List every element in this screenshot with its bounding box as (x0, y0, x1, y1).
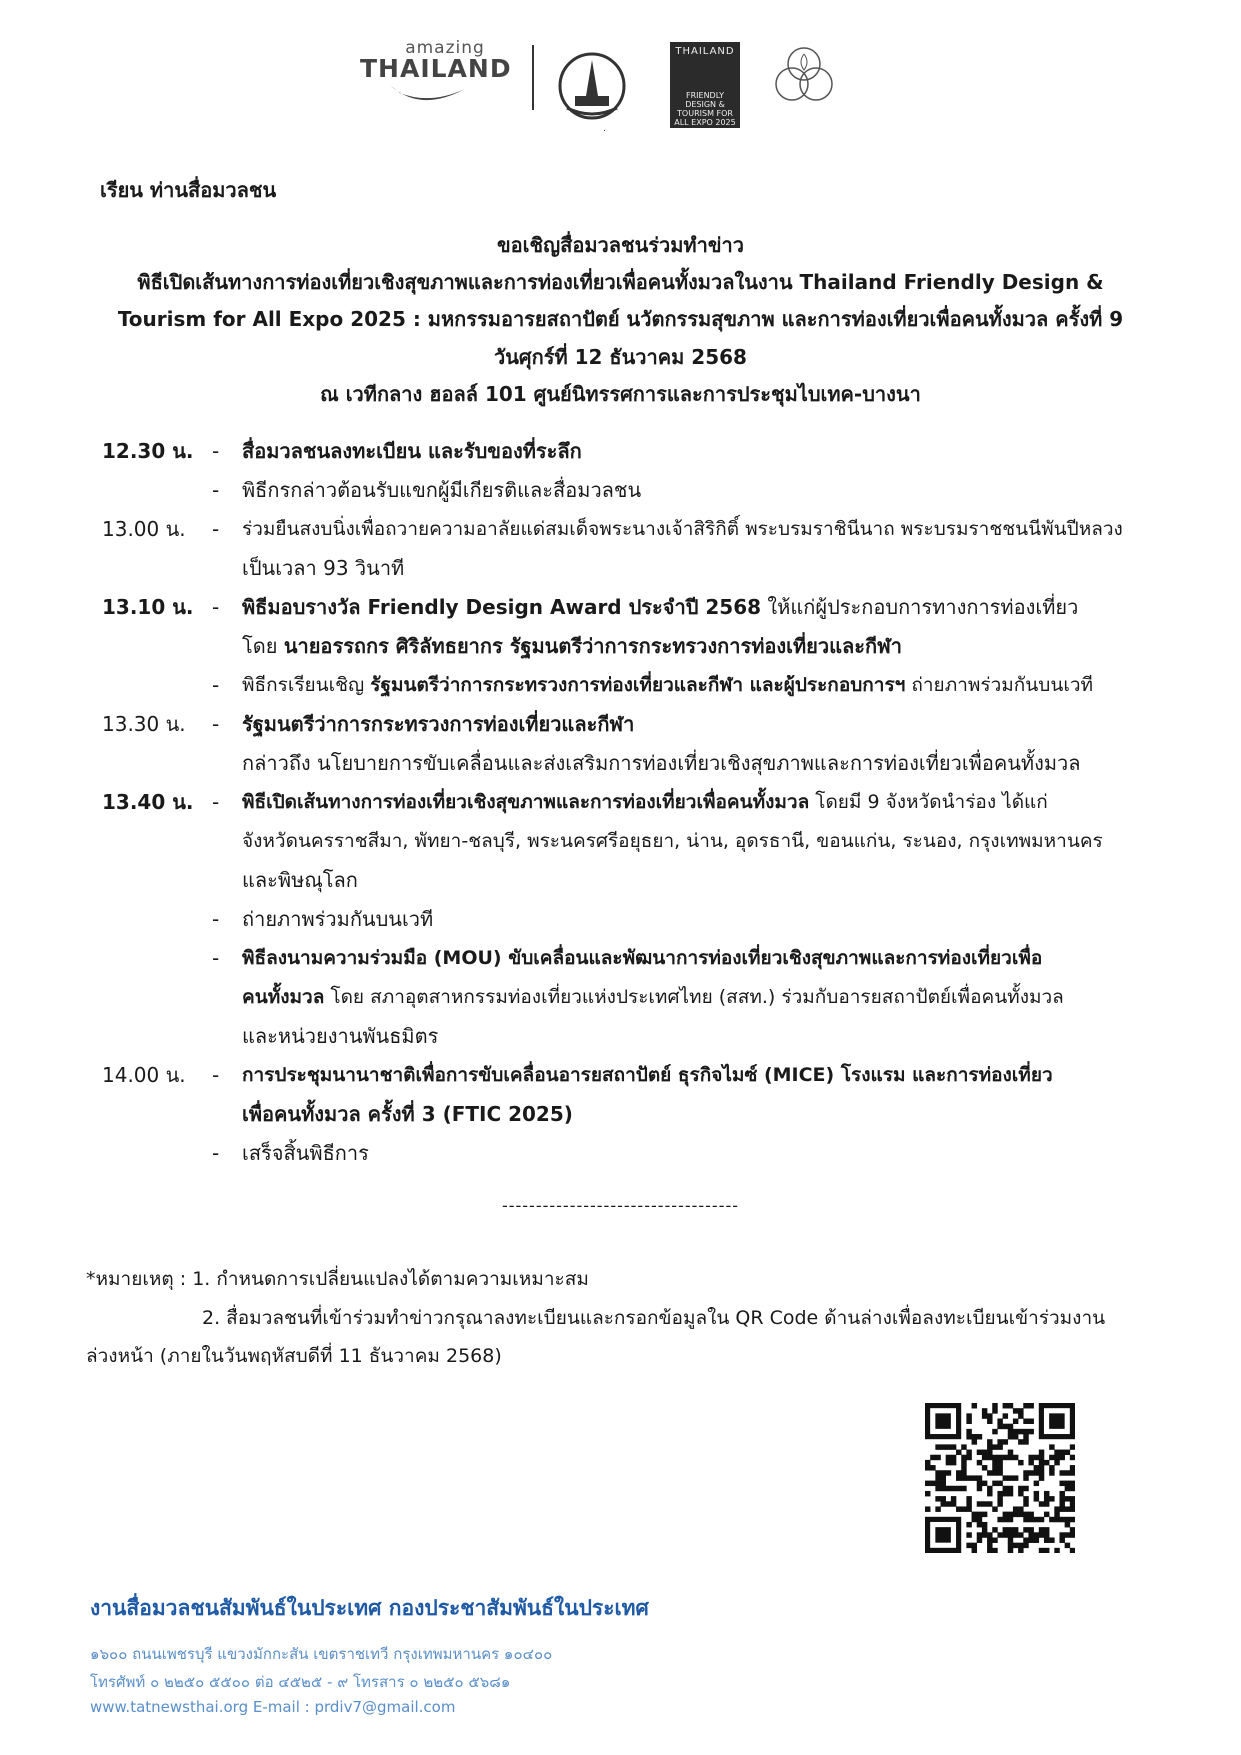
logo-dot: . (603, 124, 606, 134)
schedule-item-cont: กล่าวถึง นโยบายการขับเคลื่อนและส่งเสริมการท่องเที่ยวเชิงสุขภาพและการท่องเที่ยวเพื่อคนทั้งมวล (242, 751, 1081, 775)
title-line-3: Tourism for All Expo 2025 : มหกรรมอารยสถาปัตย์ นวัตกรรมสุขภาพ และการท่องเที่ยวเพื่อคนทั้งมวล ครั้งที่ 9 (117, 307, 1124, 331)
schedule-item (242, 789, 1048, 815)
schedule-item-cont: จังหวัดนครราชสีมา, พัทยา-ชลบุรี, พระนครศรีอยุธยา, น่าน, อุดรธานี, ขอนแก่น, ระนอง, กรุงเทพมหานคร (242, 830, 1103, 852)
bullet-dash: - (212, 946, 220, 970)
salutation: เรียน ท่านสื่อมวลชน (100, 178, 277, 202)
bullet-dash: - (212, 1141, 220, 1165)
bullet-dash: - (212, 517, 220, 541)
title-venue: ณ เวทีกลาง ฮอลล์ 101 ศูนย์นิทรรศการและการประชุมไบเทค-บางนา (320, 382, 921, 406)
minister-name: นายอรรถกร ศิริลัทธยากร รัฐมนตรีว่าการกระทรวงการท่องเที่ยวและกีฬา (283, 634, 903, 658)
schedule-item-cont (242, 984, 1064, 1010)
note-2: 2. สื่อมวลชนที่เข้าร่วมทำข่าวกรุณาลงทะเบียนและกรอกข้อมูลใน QR Code ด้านล่างเพื่อลงทะเบียนเข้าร่วมงาน (202, 1307, 1106, 1329)
temple-emblem-logo (557, 48, 627, 133)
schedule-item-cont: และหน่วยงานพันธมิตร (242, 1024, 439, 1048)
title-line-1: ขอเชิญสื่อมวลชนร่วมทำข่าว (497, 233, 744, 257)
mc-invite: พิธีกรเรียนเชิญ (242, 674, 371, 696)
bullet-dash: - (212, 907, 220, 931)
bullet-dash: - (212, 595, 220, 619)
schedule-item-cont: และพิษณุโลก (242, 868, 358, 892)
note-1: *หมายเหตุ : 1. กำหนดการเปลี่ยนแปลงได้ตามความเหมาะสม (86, 1268, 589, 1290)
bullet-dash: - (212, 439, 220, 463)
interlocking-circles-icon (768, 42, 840, 106)
swoosh-icon (360, 83, 500, 113)
schedule-item-cont: เป็นเวลา 93 วินาที (242, 556, 405, 580)
bullet-dash: - (212, 1063, 220, 1087)
logo-thailand-text: THAILAND (360, 54, 512, 83)
expo-logo-bottom: FRIENDLY DESIGN & TOURISM FOR ALL EXPO 2025 (674, 91, 736, 127)
title-line-2: พิธีเปิดเส้นทางการท่องเที่ยวเชิงสุขภาพและการท่องเที่ยวเพื่อคนทั้งมวลในงาน Thailand Friendly Design & (137, 270, 1104, 294)
route-opening: พิธีเปิดเส้นทางการท่องเที่ยวเชิงสุขภาพและการท่องเที่ยวเพื่อคนทั้งมวล (242, 791, 810, 813)
bullet-dash: - (212, 478, 220, 502)
schedule-item: สื่อมวลชนลงทะเบียน และรับของที่ระลึก (242, 439, 582, 463)
schedule-item (242, 594, 1078, 620)
expo-logo-top: THAILAND (675, 46, 735, 57)
schedule-time: 14.00 น. (102, 1063, 186, 1087)
schedule-item: ถ่ายภาพร่วมกันบนเวที (242, 907, 434, 931)
bullet-dash: - (212, 712, 220, 736)
mou-parties: โดย สภาอุตสาหกรรมท่องเที่ยวแห่งประเทศไทย (สสท.) ร่วมกับอารยสถาปัตย์เพื่อคนทั้งมวล (324, 986, 1064, 1008)
schedule-item-cont (242, 633, 902, 659)
mou-for-all: คนทั้งมวล (242, 986, 325, 1008)
schedule-item-cont: เพื่อคนทั้งมวล ครั้งที่ 3 (FTIC 2025) (242, 1102, 573, 1126)
schedule-time: 12.30 น. (102, 439, 194, 463)
amazing-thailand-logo (360, 38, 512, 118)
photo-on-stage: ถ่ายภาพร่วมกันบนเวที (905, 674, 1094, 696)
logo-amazing-text: amazing (405, 38, 485, 58)
temple-icon (557, 48, 627, 128)
schedule-time: 13.30 น. (102, 712, 186, 736)
schedule-item: รัฐมนตรีว่าการกระทรวงการท่องเที่ยวและกีฬา (242, 712, 635, 736)
bullet-dash: - (212, 790, 220, 814)
footer-address: ๑๖๐๐ ถนนเพชรบุรี แขวงมักกะสัน เขตราชเทวี กรุงเทพมหานคร ๑๐๔๐๐ (90, 1645, 553, 1663)
footer-phone: โทรศัพท์ ๐ ๒๒๕๐ ๕๕๐๐ ต่อ ๔๕๒๕ - ๙ โทรสาร ๐ ๒๒๕๐ ๕๖๘๑ (90, 1673, 511, 1691)
expo-logo (670, 42, 740, 128)
registration-qr-code[interactable] (925, 1403, 1075, 1553)
invitees: รัฐมนตรีว่าการกระทรวงการท่องเที่ยวและกีฬา และผู้ประกอบการฯ (370, 674, 906, 696)
title-date: วันศุกร์ที่ 12 ธันวาคม 2568 (494, 345, 747, 369)
footer-title: งานสื่อมวลชนสัมพันธ์ในประเทศ กองประชาสัมพันธ์ในประเทศ (90, 1596, 649, 1620)
award-title: พิธีมอบรางวัล Friendly Design Award ประจำปี 2568 (242, 595, 762, 619)
schedule-item: ร่วมยืนสงบนิ่งเพื่อถวายความอาลัยแด่สมเด็จพระนางเจ้าสิริกิติ์ พระบรมราชินีนาถ พระบรมราชชนนีพันปีหลวง (242, 518, 1123, 540)
schedule-time: 13.00 น. (102, 517, 186, 541)
schedule-item (242, 672, 1093, 698)
universal-design-logo (768, 42, 840, 117)
by-label: โดย (242, 634, 284, 658)
separator: ----------------------------------- (501, 1196, 740, 1215)
bullet-dash: - (212, 673, 220, 697)
award-recipients: ให้แก่ผู้ประกอบการทางการท่องเที่ยว (761, 595, 1079, 619)
schedule-time: 13.40 น. (102, 790, 194, 814)
schedule-item: การประชุมนานาชาติเพื่อการขับเคลื่อนอารยสถาปัตย์ ธุรกิจไมซ์ (MICE) โรงแรม และการท่องเที่ยว (242, 1064, 1053, 1086)
schedule-time: 13.10 น. (102, 595, 194, 619)
pilot-provinces: โดยมี 9 จังหวัดนำร่อง ได้แก่ (809, 791, 1048, 813)
schedule-item: เสร็จสิ้นพิธีการ (242, 1141, 369, 1165)
logo-divider (532, 45, 534, 110)
note-2-cont: ล่วงหน้า (ภายในวันพฤหัสบดีที่ 11 ธันวาคม 2568) (86, 1345, 502, 1367)
footer-contact: www.tatnewsthai.org E-mail : prdiv7@gmail.com (90, 1698, 456, 1716)
qr-code-icon (925, 1403, 1075, 1553)
schedule-item: พิธีลงนามความร่วมมือ (MOU) ขับเคลื่อนและพัฒนาการท่องเที่ยวเชิงสุขภาพและการท่องเที่ยวเพื่อ (242, 947, 1043, 969)
schedule-item: พิธีกรกล่าวต้อนรับแขกผู้มีเกียรติและสื่อมวลชน (242, 478, 642, 502)
